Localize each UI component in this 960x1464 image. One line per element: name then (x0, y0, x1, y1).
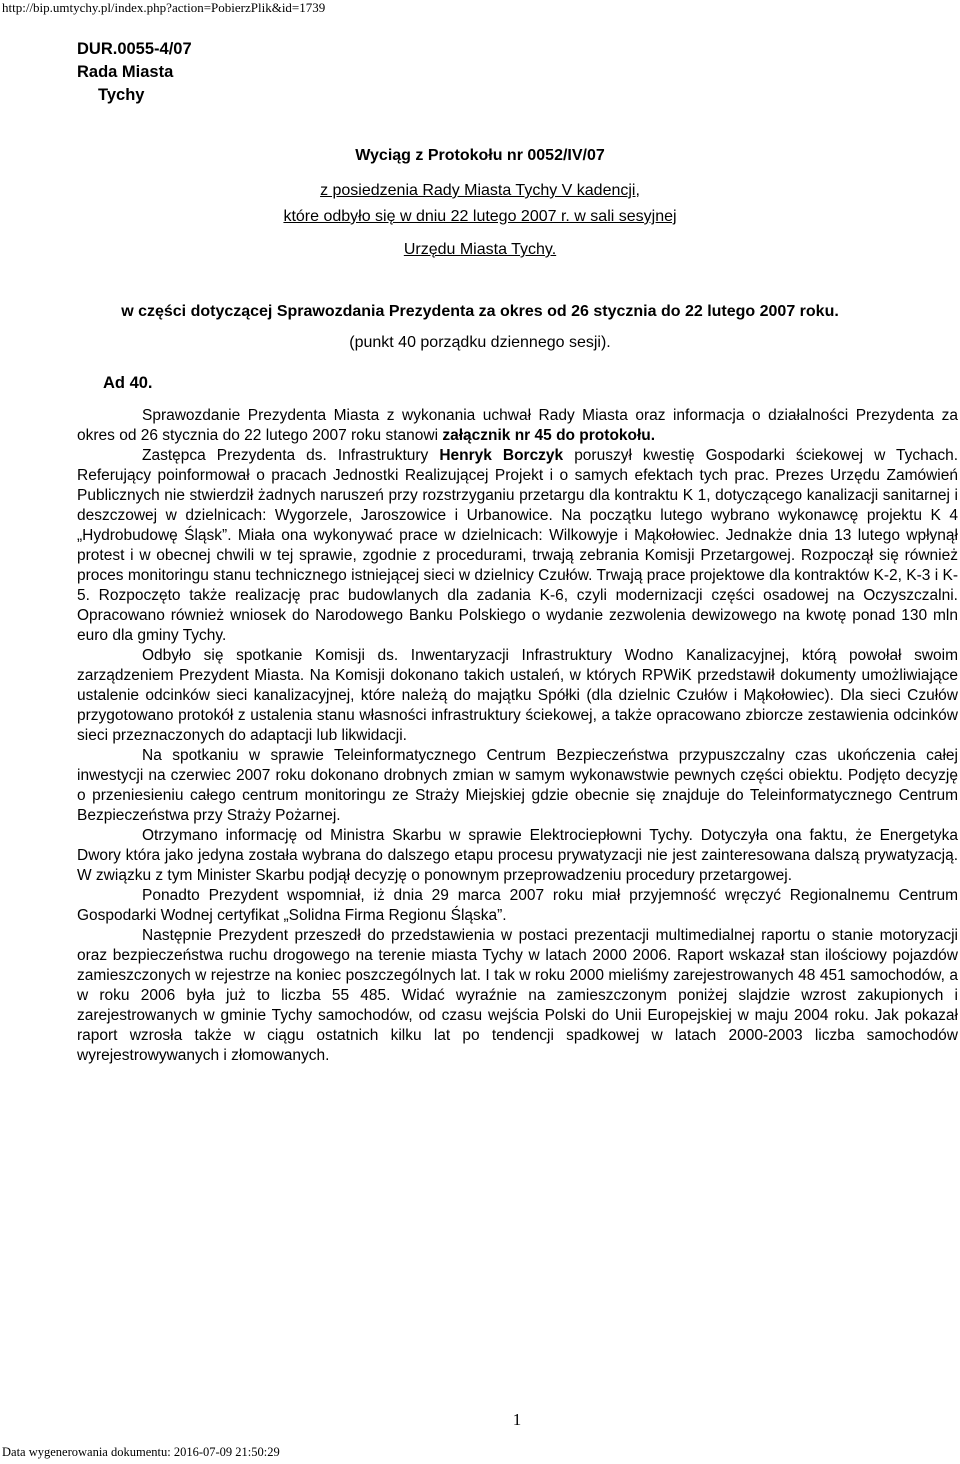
protocol-subtitle-line-3: Urzędu Miasta Tychy. (403, 241, 557, 258)
protocol-title: Wyciąg z Protokołu nr 0052/IV/07 (355, 147, 605, 164)
document-reference: DUR.0055-4/07 (77, 40, 192, 58)
council-name: Rada Miasta (77, 63, 174, 81)
agenda-item-label: Ad 40. (103, 374, 153, 392)
document-header (77, 38, 192, 107)
paragraph-7: Następnie Prezydent przeszedł do przedstawienia w postaci prezentacji multimedialnej raportu o stanie motoryzacji oraz bezpieczeństwa ruchu drogowego na terenie miasta Tychy w latach 2000 2006. Raport wskazał stan ilościowy pojazdów zamieszczonych w rejestrze na koniec poszczególnych lat. I tak w roku 2000 mieliśmy zarejestrowanych 48 451 samochodów, a w roku 2006 była już to liczba 55 485. Widać wyraźnie na zamieszczonym poniżej slajdzie wzrost zakupionych i zarejestrowanych w gminie Tychy samochodów, od czasu wejścia Polski do Unii Europejskiej w maju 2004 roku. Jak pokazał raport wzrosła także w ciągu ostatnich kilku lat po tendencji spadkowej w latach 2000-2003 liczba samochodów wyrejestrowywanych i złomowanych. (77, 927, 958, 1064)
paragraph-3: Odbyło się spotkanie Komisji ds. Inwentaryzacji Infrastruktury Wodno Kanalizacyjnej, którą powołał swoim zarządzeniem Prezydent Miasta. Na Komisji dokonano takich ustaleń, w których RPWiK przedstawił dokumenty umożliwiające ustalenie odcinków sieci kanalizacyjnej, które należą do majątku Spółki (dla dzielnic Czułów i Mąkołowiec). Dla sieci Czułów przygotowano protokół z ustalenia stanu własności infrastruktury ściekowej, a także opracowano zbiorcze zestawienia odcinków sieci przeznaczonych do adaptacji lub likwidacji. (77, 647, 958, 744)
paragraph-2: Zastępca Prezydenta ds. Infrastruktury Henryk Borczyk poruszył kwestię Gospodarki ściekowej w Tychach. Referujący poinformował o pracach Jednostki Realizującej Projekt i o samych efektach tych prac. Prezes Urzędu Zamówień Publicznych nie stwierdził żadnych naruszeń przy rozstrzyganiu przetargu dla kontraktu K 1, dotyczącego kanalizacji sanitarnej i deszczowej w dzielnicach: Wygorzele, Jaroszowice i Urbanowice. Na początku lutego wybrano wykonawcę projektu K 4 „Hydrobudowę Śląsk”. Miała ona wykonywać prace w dzielnicach: Wilkowyje i Mąkołowiec. Jednakże dnia 13 lutego wpłynął protest i w obecnej chwili w tej sprawie, zgodnie z procedurami, trwają zebrania Komisji Przetargowej. Rozpoczął się również proces monitoringu stanu technicznego istniejącej sieci w dzielnicy Czułów. Trwają prace projektowe dla kontraktów K-2, K-3 i K-5. Rozpoczęto także realizację prac budowlanych dla zadania K-6, czyli modernizacji części osadowej na Oczyszczalni. Opracowano również wniosek do Narodowego Banku Polskiego o wydanie zezwolenia dewizowego na kwotę ponad 130 mln euro dla gminy Tychy. (77, 447, 959, 644)
paragraph-5: Otrzymano informację od Ministra Skarbu w sprawie Elektrociepłowni Tychy. Dotyczyła ona faktu, że Energetyka Dwory która jako jedyna została wybrana do dalszego etapu procesu prywatyzacji nie jest zainteresowana dalszą prywatyzacją. W związku z tym Minister Skarbu podjął decyzję o ponownym przeprowadzeniu procedury przetargowej. (77, 827, 958, 884)
document-body (77, 406, 958, 1066)
paragraph-4: Na spotkaniu w sprawie Teleinformatycznego Centrum Bezpieczeństwa przypuszczalny czas ukończenia całej inwestycji na czerwiec 2007 roku dokonano drobnych zmian w samym wykonawstwie pewnych części obiektu. Podjęto decyzję o przeniesieniu całego centrum monitoringu ze Straży Miejskiej gdzie obecnie się znajduje do Teleinformatycznego Centrum Bezpieczeństwa przy Straży Pożarnej. (77, 747, 958, 824)
agenda-point-note: (punkt 40 porządku dziennego sesji). (349, 334, 611, 351)
protocol-subtitle-line-2: które odbyło się w dniu 22 lutego 2007 r. w sali sesyjnej (283, 208, 677, 225)
city-name: Tychy (98, 86, 145, 104)
page-number: 1 (512, 1410, 522, 1429)
paragraph-6: Ponadto Prezydent wspomniał, iż dnia 29 marca 2007 roku miał przyjemność wręczyć Regionalnemu Centrum Gospodarki Wodnej certyfikat „Solidna Firma Regionu Śląska”. (77, 887, 958, 924)
generation-footer: Data wygenerowania dokumentu: 2016-07-09 21:50:29 (2, 1445, 280, 1459)
source-url: http://bip.umtychy.pl/index.php?action=PobierzPlik&id=1739 (2, 0, 326, 15)
protocol-subtitle-line-1: z posiedzenia Rady Miasta Tychy V kadencji, (320, 182, 640, 199)
paragraph-1: Sprawozdanie Prezydenta Miasta z wykonania uchwał Rady Miasta oraz informacja o działalności Prezydenta za okres od 26 stycznia do 22 lutego 2007 roku stanowi załącznik nr 45 do protokołu. (77, 407, 958, 444)
scope-line: w części dotyczącej Sprawozdania Prezydenta za okres od 26 stycznia do 22 lutego 2007 roku. (121, 303, 839, 320)
